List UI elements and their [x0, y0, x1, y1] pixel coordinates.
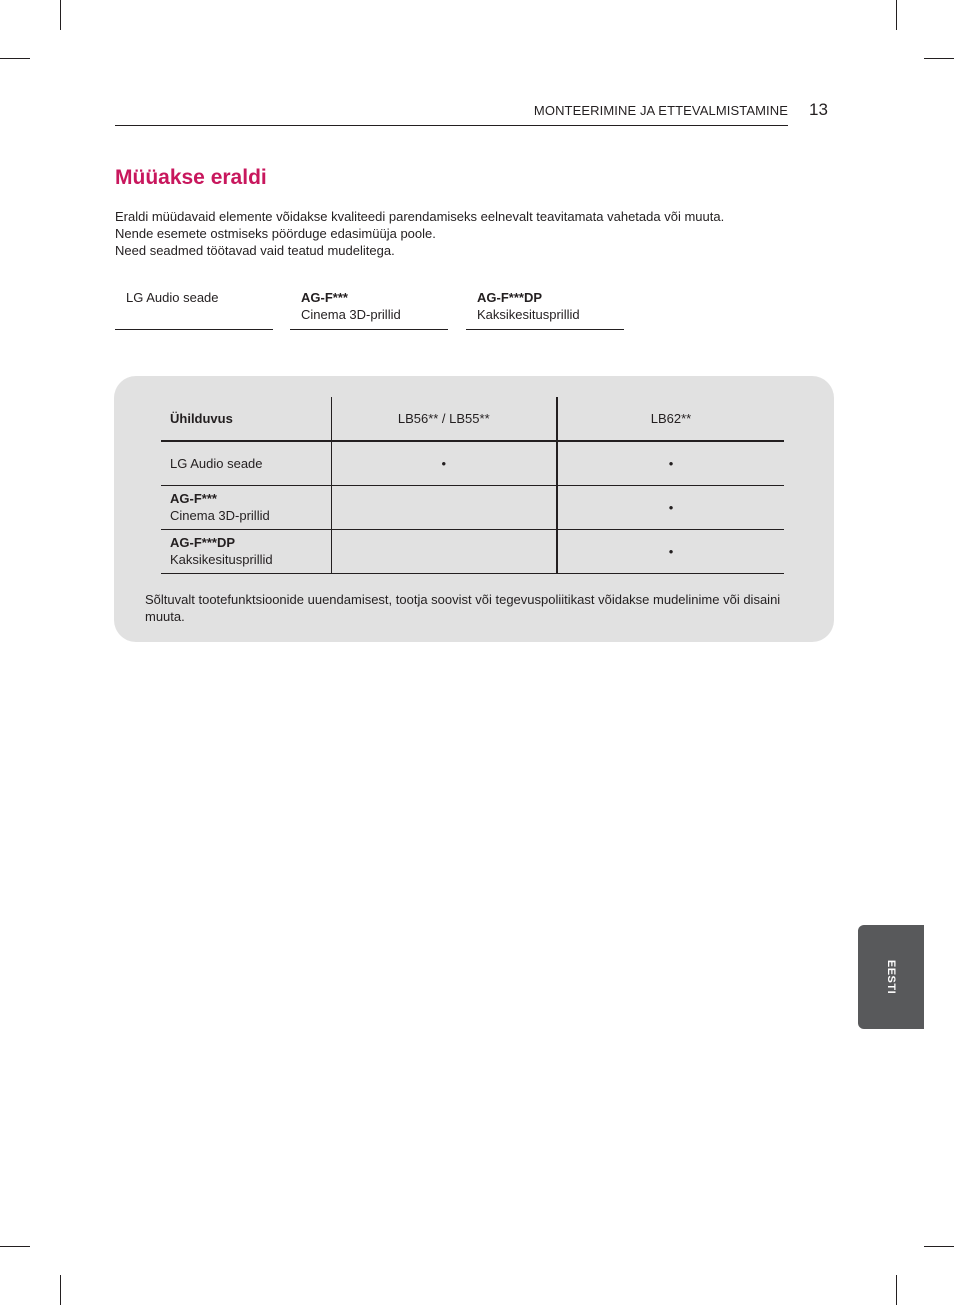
crop-mark	[896, 1275, 897, 1305]
crop-mark	[0, 1246, 30, 1247]
language-label: EESTI	[885, 959, 897, 995]
page-number: 13	[809, 100, 828, 119]
crop-mark	[0, 58, 30, 59]
accessory-desc: Cinema 3D-prillid	[301, 307, 401, 322]
compat-cell: •	[557, 485, 784, 529]
compatibility-table	[161, 397, 784, 574]
intro-line: Nende esemete ostmiseks pöörduge edasimüüja poole.	[115, 226, 436, 241]
column-header: LB62**	[557, 397, 784, 441]
compat-cell: •	[331, 441, 557, 485]
crop-mark	[924, 1246, 954, 1247]
row-model: AG-F***	[170, 491, 217, 506]
table-row	[161, 485, 784, 529]
accessory-item	[466, 289, 624, 330]
compat-cell	[331, 529, 557, 573]
intro-line: Eraldi müüdavaid elemente võidakse kvaliteedi parendamiseks eelnevalt teavitamata vahetada või muuta.	[115, 209, 725, 224]
accessory-model: AG-F***DP	[477, 290, 543, 305]
header-divider	[115, 125, 788, 126]
compat-cell: •	[557, 529, 784, 573]
row-label	[161, 441, 331, 485]
crop-mark	[60, 0, 61, 30]
row-desc: LG Audio seade	[170, 455, 263, 471]
compat-cell	[331, 485, 557, 529]
crop-mark	[924, 58, 954, 59]
table-row	[161, 441, 784, 485]
row-desc: Kaksikesitusprillid	[170, 552, 273, 567]
page-title: Müüakse eraldi	[115, 166, 267, 189]
row-model: AG-F***DP	[170, 535, 236, 550]
column-header: LB56** / LB55**	[331, 397, 557, 441]
language-tab	[858, 925, 924, 1029]
intro-line: Need seadmed töötavad vaid teatud mudelitega.	[115, 243, 395, 258]
row-label	[161, 529, 331, 573]
running-header: MONTEERIMINE JA ETTEVALMISTAMINE	[533, 103, 788, 118]
crop-mark	[60, 1275, 61, 1305]
table-row	[161, 529, 784, 573]
column-header: Ühilduvus	[170, 411, 233, 426]
row-desc: Cinema 3D-prillid	[170, 508, 270, 523]
accessory-desc: Kaksikesitusprillid	[477, 307, 580, 322]
crop-mark	[896, 0, 897, 30]
accessory-model: AG-F***	[301, 290, 348, 305]
compat-cell: •	[557, 441, 784, 485]
accessory-desc: LG Audio seade	[126, 290, 219, 305]
table-header-row	[161, 397, 784, 441]
compatibility-panel	[114, 376, 834, 642]
row-label	[161, 485, 331, 529]
accessory-item	[115, 289, 273, 330]
intro-text	[115, 208, 724, 259]
accessory-item	[290, 289, 448, 330]
compatibility-note: Sõltuvalt tootefunktsioonide uuendamisest, tootja soovist või tegevuspoliitikast võidakse mudelinime või disaini muuta.	[145, 592, 781, 624]
